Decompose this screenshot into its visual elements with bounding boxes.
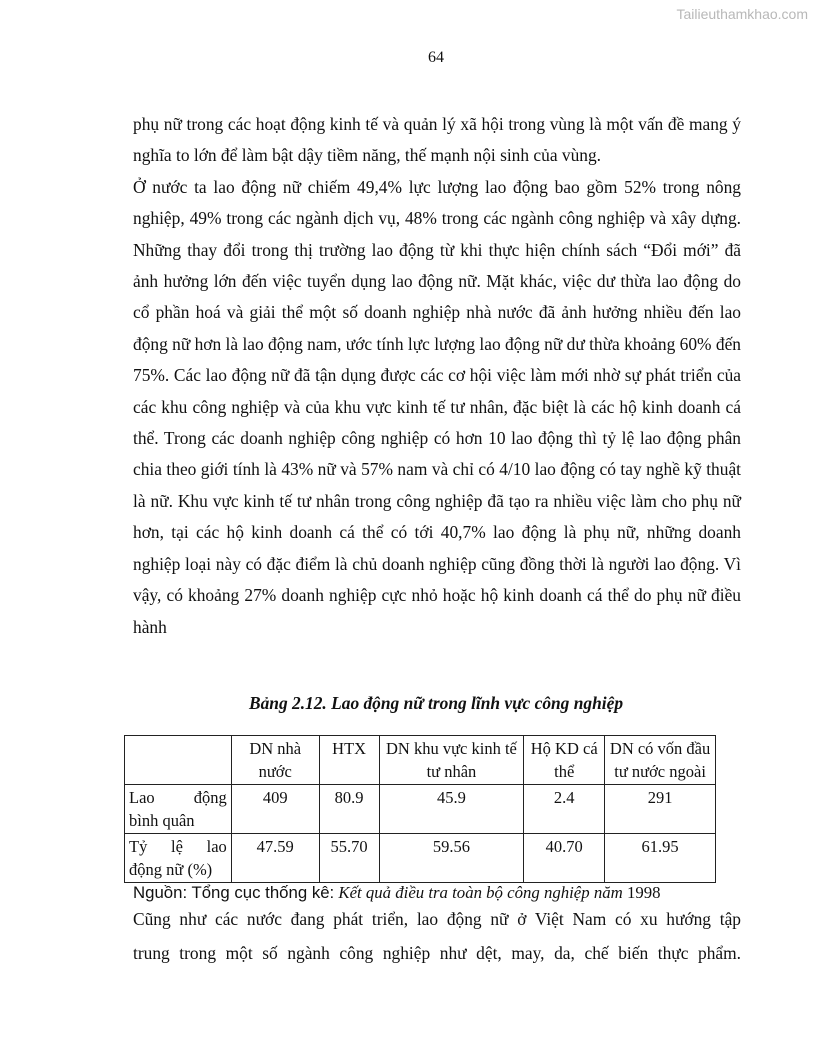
table-header-row: [125, 736, 716, 785]
source-year: 1998: [626, 883, 661, 902]
source-title: Kết quả điều tra toàn bộ công nghiệp năm: [338, 883, 623, 902]
table-cell: 80.9: [319, 785, 379, 834]
continuation-text: [133, 902, 741, 970]
table-cell: 291: [605, 785, 716, 834]
row-label-line: Tỷ lệ lao: [129, 837, 227, 856]
paragraph: phụ nữ trong các hoạt động kinh tế và quản lý xã hội trong vùng là một vấn đề mang ý nghĩa to lớn để làm bật dậy tiềm năng, thế mạnh nội sinh của vùng.: [133, 114, 741, 166]
table-cell: 2.4: [524, 785, 605, 834]
table-cell: 47.59: [231, 834, 319, 883]
table-cell: 59.56: [379, 834, 524, 883]
table-row: [125, 834, 716, 883]
paragraph-line: Cũng như các nước đang phát triển, lao động nữ ở Việt Nam có xu hướng tập: [133, 909, 741, 929]
body-text: [133, 109, 741, 643]
data-table: [124, 735, 716, 883]
table-header-cell: Hộ KD cá thể: [524, 736, 605, 785]
table-header-cell: HTX: [319, 736, 379, 785]
table-row: [125, 785, 716, 834]
table-cell: 45.9: [379, 785, 524, 834]
table-cell: 61.95: [605, 834, 716, 883]
paragraph: Ở nước ta lao động nữ chiếm 49,4% lực lượng lao động bao gồm 52% trong nông nghiệp, 49% trong các ngành dịch vụ, 48% trong các ngành công nghiệp và xây dựng. Những thay đổi trong thị trường lao động từ khi thực hiện chính sách “Đổi mới” đã ảnh hưởng lớn đến việc tuyển dụng lao động nữ. Mặt khác, việc dư thừa lao động do cổ phần hoá và giải thể một số doanh nghiệp nhà nước đã ảnh hưởng nhiều đến lao động nữ hơn là lao động nam, ước tính lực lượng lao động nữ dư thừa khoảng 60% đến 75%. Các lao động nữ đã tận dụng được các cơ hội việc làm mới nhờ sự phát triển của các khu công nghiệp và của khu vực kinh tế tư nhân, đặc biệt là các hộ kinh doanh cá thể. Trong các doanh nghiệp công nghiệp có hơn 10 lao động thì tỷ lệ lao động phân chia theo giới tính là 43% nữ và 57% nam và chỉ có 4/10 lao động có tay nghề kỹ thuật là nữ. Khu vực kinh tế tư nhân trong công nghiệp đã tạo ra nhiều việc làm cho phụ nữ hơn, tại các hộ kinh doanh cá thể có tới 40,7% lao động là phụ nữ, những doanh nghiệp loại này có đặc điểm là chủ doanh nghiệp cũng đồng thời là người lao động. Vì vậy, có khoảng 27% doanh nghiệp cực nhỏ hoặc hộ kinh doanh cá thể do phụ nữ điều hành: [133, 176, 741, 637]
table-header-cell: DN khu vực kinh tế tư nhân: [379, 736, 524, 785]
page-number: 64: [428, 49, 444, 66]
watermark: Tailieuthamkhao.com: [676, 6, 808, 22]
table-header-cell: DN có vốn đầu tư nước ngoài: [605, 736, 716, 785]
table-cell: 40.70: [524, 834, 605, 883]
table-cell: 55.70: [319, 834, 379, 883]
paragraph-line: trung trong một số ngành công nghiệp như dệt, may, da, chế biến thực phẩm.: [133, 943, 741, 963]
table-header-cell: [125, 736, 232, 785]
table-source: [133, 882, 753, 904]
table-cell: 409: [231, 785, 319, 834]
source-label: Nguồn: Tổng cục thống kê:: [133, 883, 335, 902]
table-header-cell: DN nhà nước: [231, 736, 319, 785]
row-label: [125, 785, 232, 834]
row-label-line: động nữ (%): [129, 860, 213, 879]
table-caption: Bảng 2.12. Lao động nữ trong lĩnh vực công nghiệp: [248, 693, 624, 713]
row-label-line: Lao động: [129, 788, 227, 807]
row-label-line: bình quân: [129, 811, 195, 830]
row-label: [125, 834, 232, 883]
